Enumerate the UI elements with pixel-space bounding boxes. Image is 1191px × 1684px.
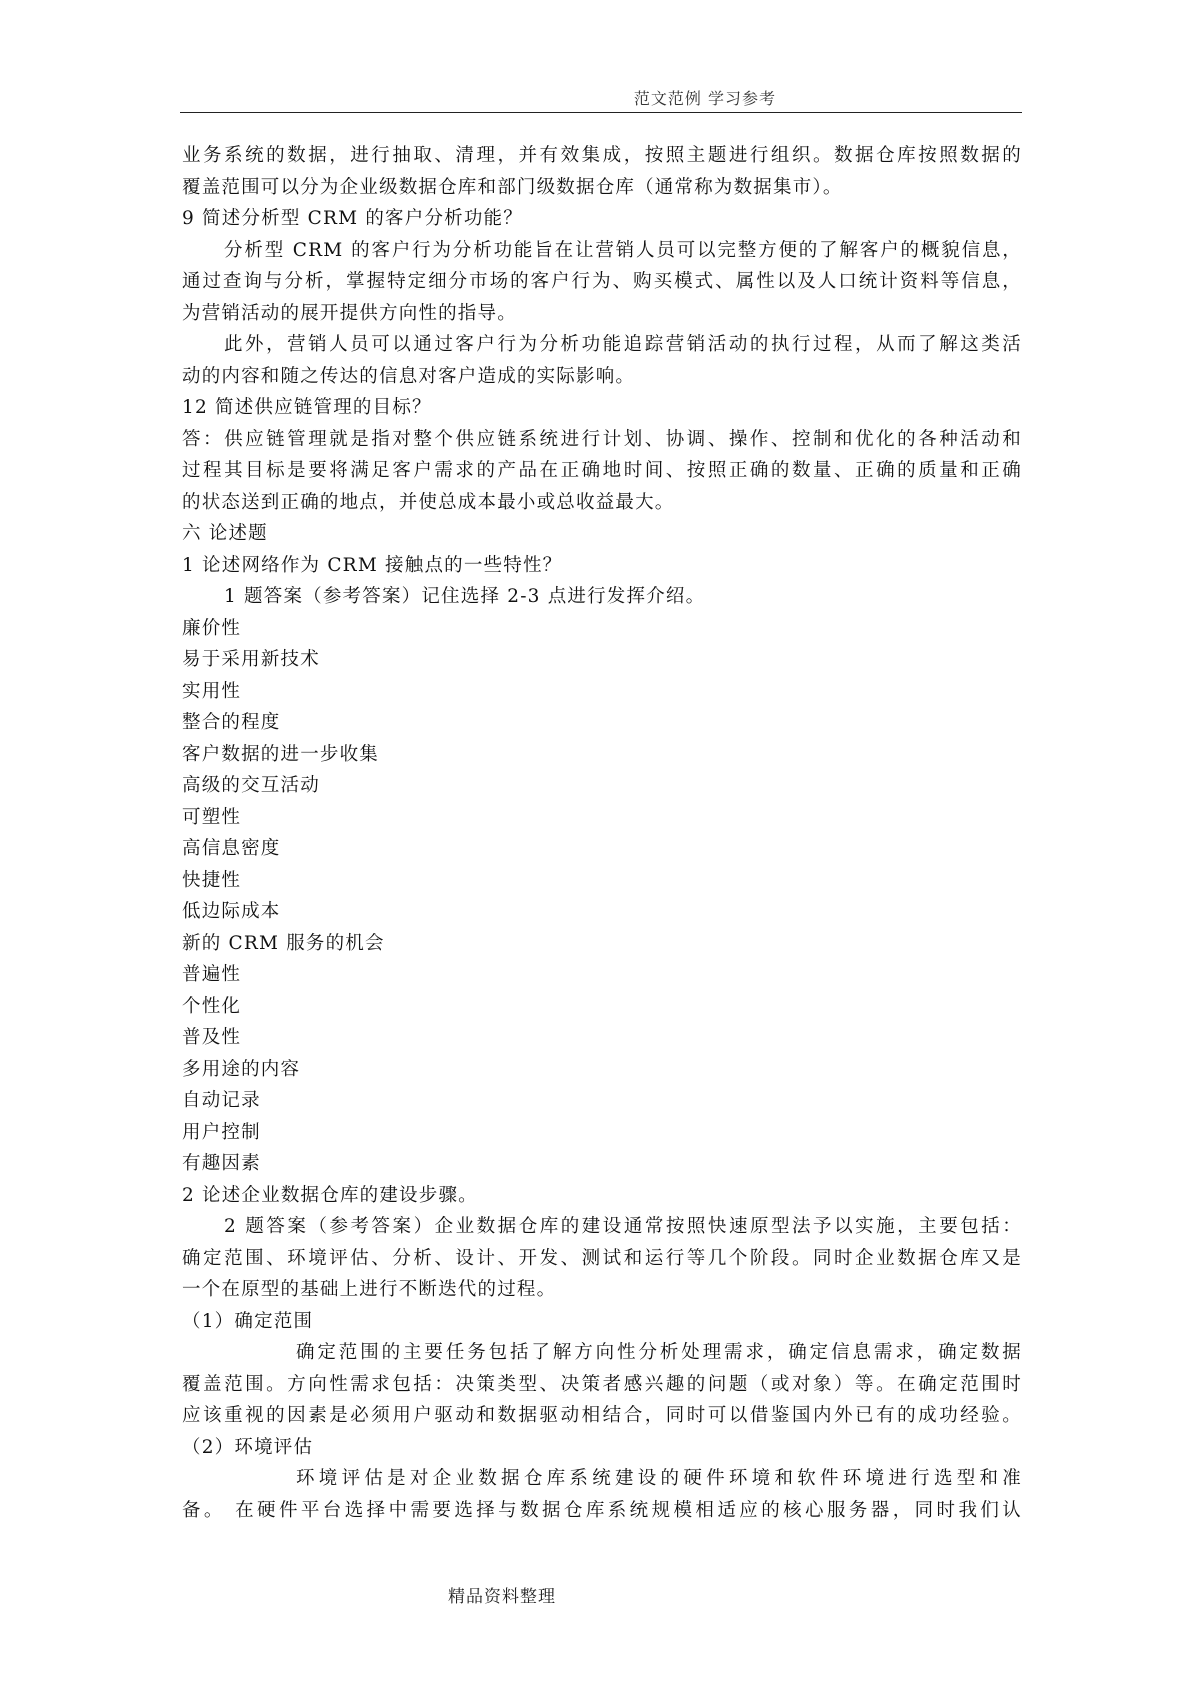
subsection-heading: （1）确定范围 xyxy=(182,1310,314,1332)
paragraph-line: 答：供应链管理就是指对整个供应链系统进行计划、协调、操作、控制和优化的各种活动和 xyxy=(182,428,1022,450)
paragraph-line: 覆盖范围可以分为企业级数据仓库和部门级数据仓库（通常称为数据集市）。 xyxy=(182,176,843,198)
list-item: 高信息密度 xyxy=(182,838,281,859)
answer-intro: 1 题答案（参考答案）记住选择 2-3 点进行发挥介绍。 xyxy=(224,586,706,607)
list-item: 新的 CRM 服务的机会 xyxy=(182,932,385,954)
list-item: 低边际成本 xyxy=(182,901,281,922)
paragraph-line: 一个在原型的基础上进行不断迭代的过程。 xyxy=(182,1279,557,1300)
paragraph-line: 为营销活动的展开提供方向性的指导。 xyxy=(182,302,517,324)
subsection-heading: （2）环境评估 xyxy=(182,1436,314,1458)
paragraph-line: 环境评估是对企业数据仓库系统建设的硬件环境和软件环境进行选型和准 xyxy=(296,1468,1022,1489)
paragraph-line: 此外，营销人员可以通过客户行为分析功能追踪营销活动的执行过程，从而了解这类活 xyxy=(224,334,1022,355)
paragraph-line: 通过查询与分析，掌握特定细分市场的客户行为、购买模式、属性以及人口统计资料等信息， xyxy=(182,271,1022,292)
section-heading: 六 论述题 xyxy=(182,523,268,544)
paragraph-line: 备。 在硬件平台选择中需要选择与数据仓库系统规模相适应的核心服务器，同时我们认 xyxy=(182,1499,1022,1521)
list-item: 廉价性 xyxy=(182,617,242,639)
paragraph-line: 覆盖范围。方向性需求包括：决策类型、决策者感兴趣的问题（或对象）等。在确定范围时 xyxy=(182,1373,1022,1395)
paragraph-line: 业务系统的数据，进行抽取、清理，并有效集成，按照主题进行组织。数据仓库按照数据的 xyxy=(182,145,1022,166)
document-body xyxy=(182,140,1022,1526)
list-item: 客户数据的进一步收集 xyxy=(182,743,380,765)
question-heading: 12 简述供应链管理的目标？ xyxy=(182,397,432,418)
list-item: 可塑性 xyxy=(182,806,242,828)
page-footer: 精品资料整理 xyxy=(448,1587,556,1607)
list-item: 普及性 xyxy=(182,1027,242,1048)
list-item: 用户控制 xyxy=(182,1121,261,1143)
list-item: 易于采用新技术 xyxy=(182,649,320,670)
list-item: 高级的交互活动 xyxy=(182,775,320,796)
question-heading: 1 论述网络作为 CRM 接触点的一些特性？ xyxy=(182,554,563,576)
list-item: 自动记录 xyxy=(182,1090,261,1111)
list-item: 有趣因素 xyxy=(182,1153,261,1174)
list-item: 普遍性 xyxy=(182,964,242,985)
list-item: 快捷性 xyxy=(182,869,242,891)
page-header xyxy=(180,86,1022,113)
paragraph-line: 应该重视的因素是必须用户驱动和数据驱动相结合，同时可以借鉴国内外已有的成功经验。 xyxy=(182,1405,1022,1426)
question-heading: 2 论述企业数据仓库的建设步骤。 xyxy=(182,1184,478,1206)
paragraph-line: 动的内容和随之传达的信息对客户造成的实际影响。 xyxy=(182,365,636,387)
paragraph-line: 确定范围、环境评估、分析、设计、开发、测试和运行等几个阶段。同时企业数据仓库又是 xyxy=(182,1247,1022,1269)
paragraph-line: 过程其目标是要将满足客户需求的产品在正确地时间、按照正确的数量、正确的质量和正确 xyxy=(182,460,1022,481)
paragraph-line: 的状态送到正确的地点，并使总成本最小或总收益最大。 xyxy=(182,491,675,513)
question-heading: 9 简述分析型 CRM 的客户分析功能？ xyxy=(182,208,523,229)
list-item: 整合的程度 xyxy=(182,712,281,733)
list-item: 个性化 xyxy=(182,995,242,1017)
paragraph-line: 分析型 CRM 的客户行为分析功能旨在让营销人员可以完整方便的了解客户的概貌信息， xyxy=(224,239,1022,261)
header-text: 范文范例 学习参考 xyxy=(633,89,776,108)
paragraph-line: 确定范围的主要任务包括了解方向性分析处理需求，确定信息需求，确定数据 xyxy=(296,1342,1022,1363)
list-item: 实用性 xyxy=(182,680,242,702)
list-item: 多用途的内容 xyxy=(182,1058,301,1080)
paragraph-line: 2 题答案（参考答案）企业数据仓库的建设通常按照快速原型法予以实施，主要包括： xyxy=(224,1216,1022,1237)
